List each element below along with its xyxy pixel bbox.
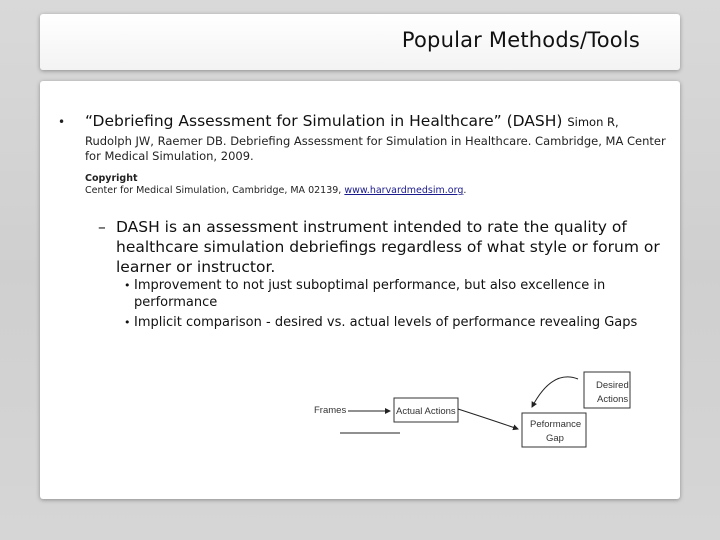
diagram-arrow-actual-to-gap: [458, 409, 518, 429]
copyright-address: Center for Medical Simulation, Cambridge, MA 02139,: [85, 185, 342, 196]
page-title: Popular Methods/Tools: [401, 28, 640, 52]
copyright-line: [85, 185, 466, 196]
diagram-actual-actions-label: Actual Actions: [396, 406, 456, 417]
sub-bullet-text: Improvement to not just suboptimal performance, but also excellence in performance: [134, 278, 606, 310]
diagram-arrow-desired-to-gap: [532, 377, 578, 407]
sub-bullet-text: Implicit comparison - desired vs. actual levels of performance revealing Gaps: [134, 315, 638, 330]
diagram-desired-line2: Actions: [597, 394, 629, 405]
diagram-desired-line1: Desired: [596, 380, 629, 391]
dash-description: [98, 217, 668, 277]
dash-description-text: DASH is an assessment instrument intended to rate the quality of healthcare simulation debriefings regardless of what style or forum or learner or instructor.: [116, 218, 660, 276]
sub-bullet-marker: •: [124, 279, 131, 292]
title-banner: [40, 14, 680, 70]
diagram-gap-line2: Gap: [546, 433, 564, 444]
sub-bullet-item: [124, 314, 664, 331]
dash-marker: –: [98, 218, 106, 236]
sub-bullet-marker: •: [124, 316, 131, 329]
reference-authors-start: Simon R,: [567, 115, 619, 129]
copyright-heading: Copyright: [85, 173, 138, 184]
reference-main-text: “Debriefing Assessment for Simulation in Healthcare” (DASH): [85, 112, 563, 130]
sub-bullet-item: [124, 277, 664, 311]
diagram-gap-line1: Peformance: [530, 419, 582, 430]
performance-gap-diagram: [290, 371, 629, 491]
copyright-period: .: [463, 185, 467, 196]
diagram-frames-label: Frames: [314, 405, 347, 416]
reference-citation: Rudolph JW, Raemer DB. Debriefing Assessment for Simulation in Healthcare. Cambridge, MA Center for Medical Simulation, 2009.: [85, 134, 666, 163]
reference-title: [85, 112, 675, 130]
copyright-link[interactable]: www.harvardmedsim.org: [344, 185, 464, 196]
bullet-marker: •: [58, 115, 66, 129]
content-panel: [40, 81, 680, 499]
